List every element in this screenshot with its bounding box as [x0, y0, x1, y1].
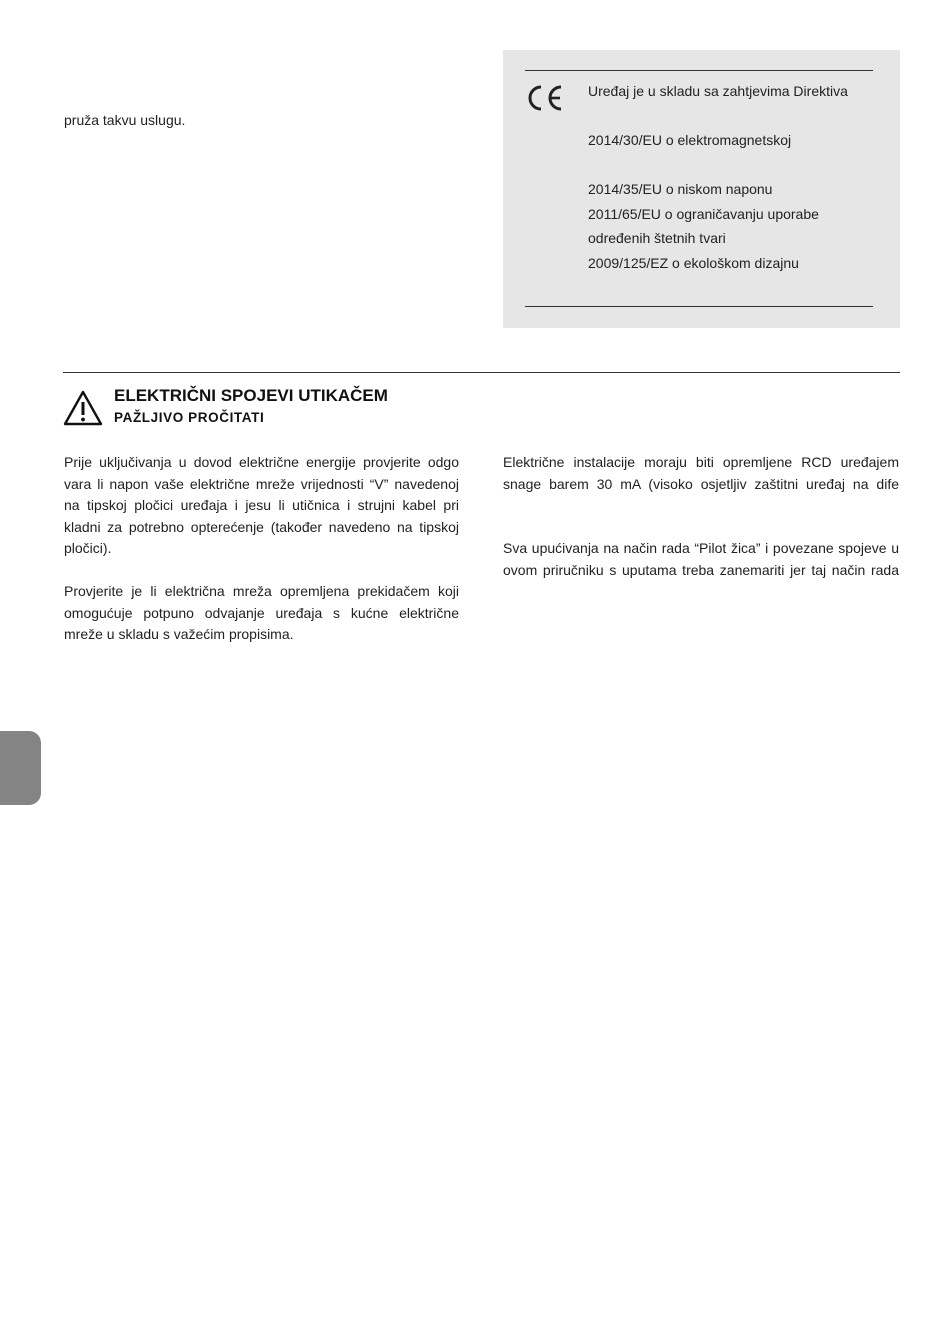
text-line: pločici).: [64, 540, 112, 556]
text-line: kladni za potrebno opterećenje (također navedeno na tipskoj: [64, 518, 459, 535]
section-subtitle: PAŽLJIVO PROČITATI: [114, 410, 265, 425]
text-line: snage barem 30 mA (visoko osjetljiv zaštitni uređaj na dife: [503, 475, 899, 492]
left-paragraph-voltage: [64, 452, 459, 560]
section-title: ELEKTRIČNI SPOJEVI UTIKAČEM: [114, 386, 388, 405]
left-paragraph-switch: [64, 581, 459, 646]
ce-line: 2014/30/EU o elektromagnetskoj: [588, 132, 792, 148]
ce-line: Uređaj je u skladu sa zahtjevima Direktiva: [588, 83, 848, 99]
text-line: Električne instalacije moraju biti opremljene RCD uređajem: [503, 454, 899, 470]
intro-text: pruža takvu uslugu.: [64, 112, 186, 128]
ce-box-top-rule: [525, 70, 873, 71]
ce-mark-icon: [525, 84, 565, 112]
ce-line: određenih štetnih tvari: [588, 230, 726, 246]
ce-line: 2009/125/EZ o ekološkom dizajnu: [588, 255, 799, 271]
text-line: na tipskoj pločici uređaja i jesu li utičnica i strujni kabel pri: [64, 497, 459, 513]
text-line: vara li napon vaše električne mreže vrijednosti “V” navedenoj: [64, 475, 459, 492]
text-line: omogućuje potpuno odvajanje uređaja s kućne električne: [64, 604, 459, 621]
warning-triangle-icon: [63, 390, 103, 426]
text-line: Provjerite je li električna mreža opremljena prekidačem koji: [64, 583, 459, 599]
ce-compliance-box: [503, 50, 900, 328]
section-divider: [63, 372, 900, 373]
ce-line: 2014/35/EU o niskom naponu: [588, 181, 773, 197]
ce-box-bottom-rule: [525, 306, 873, 307]
text-line: Prije uključivanja u dovod električne energije provjerite odgo: [64, 454, 459, 470]
right-paragraph-pilot-wire: [503, 538, 899, 581]
text-line: Sva upućivanja na način rada “Pilot žica” i povezane spojeve u: [503, 540, 899, 556]
ce-line: 2011/65/EU o ograničavanju uporabe: [588, 206, 819, 222]
right-paragraph-rcd: [503, 452, 899, 495]
text-line: mreže u skladu s važećim propisima.: [64, 626, 294, 642]
language-side-tab: [0, 731, 41, 805]
text-line: ovom priručniku s uputama treba zanemariti jer taj način rada: [503, 561, 899, 578]
